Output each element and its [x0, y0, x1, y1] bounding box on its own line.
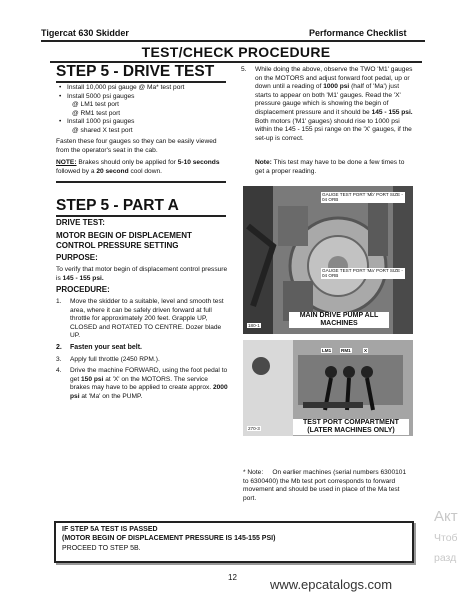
- footnote-text: On earlier machines (serial numbers 6300101 to 6300400) the Mb test port corresponds to forward movement and should be used in place of the Ma test port.: [243, 469, 407, 502]
- step5-title: STEP 5 - DRIVE TEST: [56, 63, 215, 80]
- port-mb-label: GAUGE TEST PORT 'Mb' PORT SIZE - 04 ORB: [321, 192, 405, 203]
- note-text: cool down.: [130, 167, 162, 175]
- purpose-value: 145 - 155 psi.: [62, 274, 104, 282]
- watermark-side-1: Акт: [434, 508, 458, 525]
- retest-note-label: Note:: [255, 159, 272, 166]
- purpose-label: PURPOSE:: [56, 253, 98, 262]
- note-bold: 5-10 seconds: [177, 159, 220, 166]
- bullet-item: • Install 5000 psi gauges: [67, 93, 228, 102]
- note-label: NOTE:: [56, 159, 77, 166]
- result-line-1: IF STEP 5A TEST IS PASSED: [62, 526, 158, 533]
- procedure-step: [56, 356, 228, 365]
- step-text: Move the skidder to a suitable, level and smooth test area, where it can be safely driven forward at full throttle for approximately 200 feet. Grapple UP, CLOSED and ROTATED TO CENTRE. Dozer blade UP.: [70, 298, 224, 340]
- sub-item: @ LM1 test port: [72, 101, 120, 109]
- step5-observe: [241, 66, 413, 143]
- port-rm1-label: RM1: [341, 348, 351, 353]
- sub-item: @ shared X test port: [72, 126, 133, 134]
- step-text: at 'X' on the MOTORS. The service brakes may have to be applied to create approx.: [70, 375, 212, 392]
- divider: [56, 181, 226, 183]
- step-number: 3.: [56, 355, 62, 363]
- port-x-label: X: [364, 348, 368, 353]
- step-number: 1.: [56, 298, 62, 305]
- result-line-3: PROCEED TO STEP 5B.: [62, 545, 141, 553]
- retest-note-text: This test may have to be done a few times to get a proper reading.: [255, 159, 405, 175]
- step5a-underline: [56, 215, 226, 217]
- step5a-title: STEP 5 - PART A: [56, 197, 179, 214]
- watermark-side-2: Чтоб: [434, 532, 458, 544]
- test-port-photo: [243, 340, 413, 436]
- step-number: 5.: [241, 66, 247, 73]
- observe-body: (half of 'Ma') just starts to appear on both 'M1' gauges. Read the 'X' pressure gauge which is showing the begin of displacement pressure and it should be: [255, 83, 401, 116]
- step-text: at 'Ma' on the PUMP.: [81, 392, 143, 400]
- page-number: 12: [228, 573, 237, 582]
- main-drive-pump-photo: [243, 186, 413, 334]
- brake-note: [56, 159, 228, 176]
- step-text: Fasten your seat belt.: [70, 343, 142, 351]
- retest-note: [255, 159, 413, 176]
- sub-item: @ RM1 test port: [72, 109, 121, 117]
- procedure-label: PROCEDURE:: [56, 285, 110, 294]
- result-line-2: (MOTOR BEGIN OF DISPLACEMENT PRESSURE IS 145-155 PSI): [62, 534, 276, 542]
- note-text: Brakes should only be applied for: [78, 159, 176, 166]
- step-number: 2.: [56, 343, 62, 351]
- section-title: TEST/CHECK PROCEDURE: [141, 44, 331, 60]
- observe-body: Both motors ('M1' gauges) should rise to 1000 psi within the 145 - 155 psi range on the 'X' gauges, if the set-up is correct.: [255, 117, 412, 142]
- port-ma-label: GAUGE TEST PORT 'Ma' PORT SIZE - 04 ORB: [321, 268, 405, 279]
- step5-underline: [56, 81, 226, 83]
- purpose-body: To verify that motor begin of displacement control pressure is: [56, 266, 228, 282]
- watermark-side-3: разд: [434, 552, 457, 564]
- note-text: followed by a: [56, 167, 95, 175]
- note-bold: 20 second: [96, 167, 129, 175]
- bullet-item: • Install 10,000 psi gauge @ Ma* test port: [67, 84, 228, 93]
- step-text: Drive the machine FORWARD, using the foot pedal to get: [70, 367, 228, 383]
- motor-heading: MOTOR BEGIN OF DISPLACEMENT CONTROL PRESSURE SETTING: [56, 231, 192, 250]
- step-bold: 2000 psi: [70, 384, 228, 400]
- header-rule: [41, 40, 425, 42]
- header-title-right: Performance Checklist: [309, 28, 407, 38]
- observe-bold: 1000 psi: [323, 83, 350, 91]
- step5-bullets: [58, 84, 228, 136]
- pump-caption: MAIN DRIVE PUMP ALL MACHINES: [289, 312, 389, 328]
- header-title-left: Tigercat 630 Skidder: [41, 28, 129, 38]
- procedure-step: [56, 298, 228, 341]
- figure-number: 270-3: [248, 426, 260, 431]
- result-box: [54, 521, 414, 563]
- serial-footnote: [243, 469, 413, 503]
- watermark-site: www.epcatalogs.com: [270, 577, 393, 592]
- bullet-item: • Install 1000 psi gauges: [67, 118, 228, 127]
- step-number: 4.: [56, 367, 62, 375]
- observe-body: While doing the above, observe the TWO 'M1' gauges on the MOTORS and adjust forward foot pedal, up or down until a reading of: [255, 66, 413, 91]
- compartment-caption: TEST PORT COMPARTMENT (LATER MACHINES ONLY): [293, 419, 409, 435]
- observe-text: [255, 66, 413, 143]
- fasten-text: Fasten these four gauges so they can be easily viewed from the operator's seat in the cab.: [56, 138, 217, 154]
- observe-bold: 145 - 155 psi.: [371, 108, 413, 116]
- footnote-label: * Note:: [243, 469, 264, 476]
- drive-test-label: DRIVE TEST:: [56, 218, 105, 227]
- figure-number: 180-1: [248, 323, 260, 328]
- procedure-list: [56, 298, 228, 405]
- procedure-step: [56, 367, 228, 401]
- step-text: Apply full throttle (2450 RPM.).: [70, 355, 160, 363]
- procedure-step: [56, 344, 228, 353]
- step-bold: 150 psi: [81, 375, 104, 383]
- purpose-text: [56, 266, 228, 283]
- port-lm1-label: LM1: [322, 348, 332, 353]
